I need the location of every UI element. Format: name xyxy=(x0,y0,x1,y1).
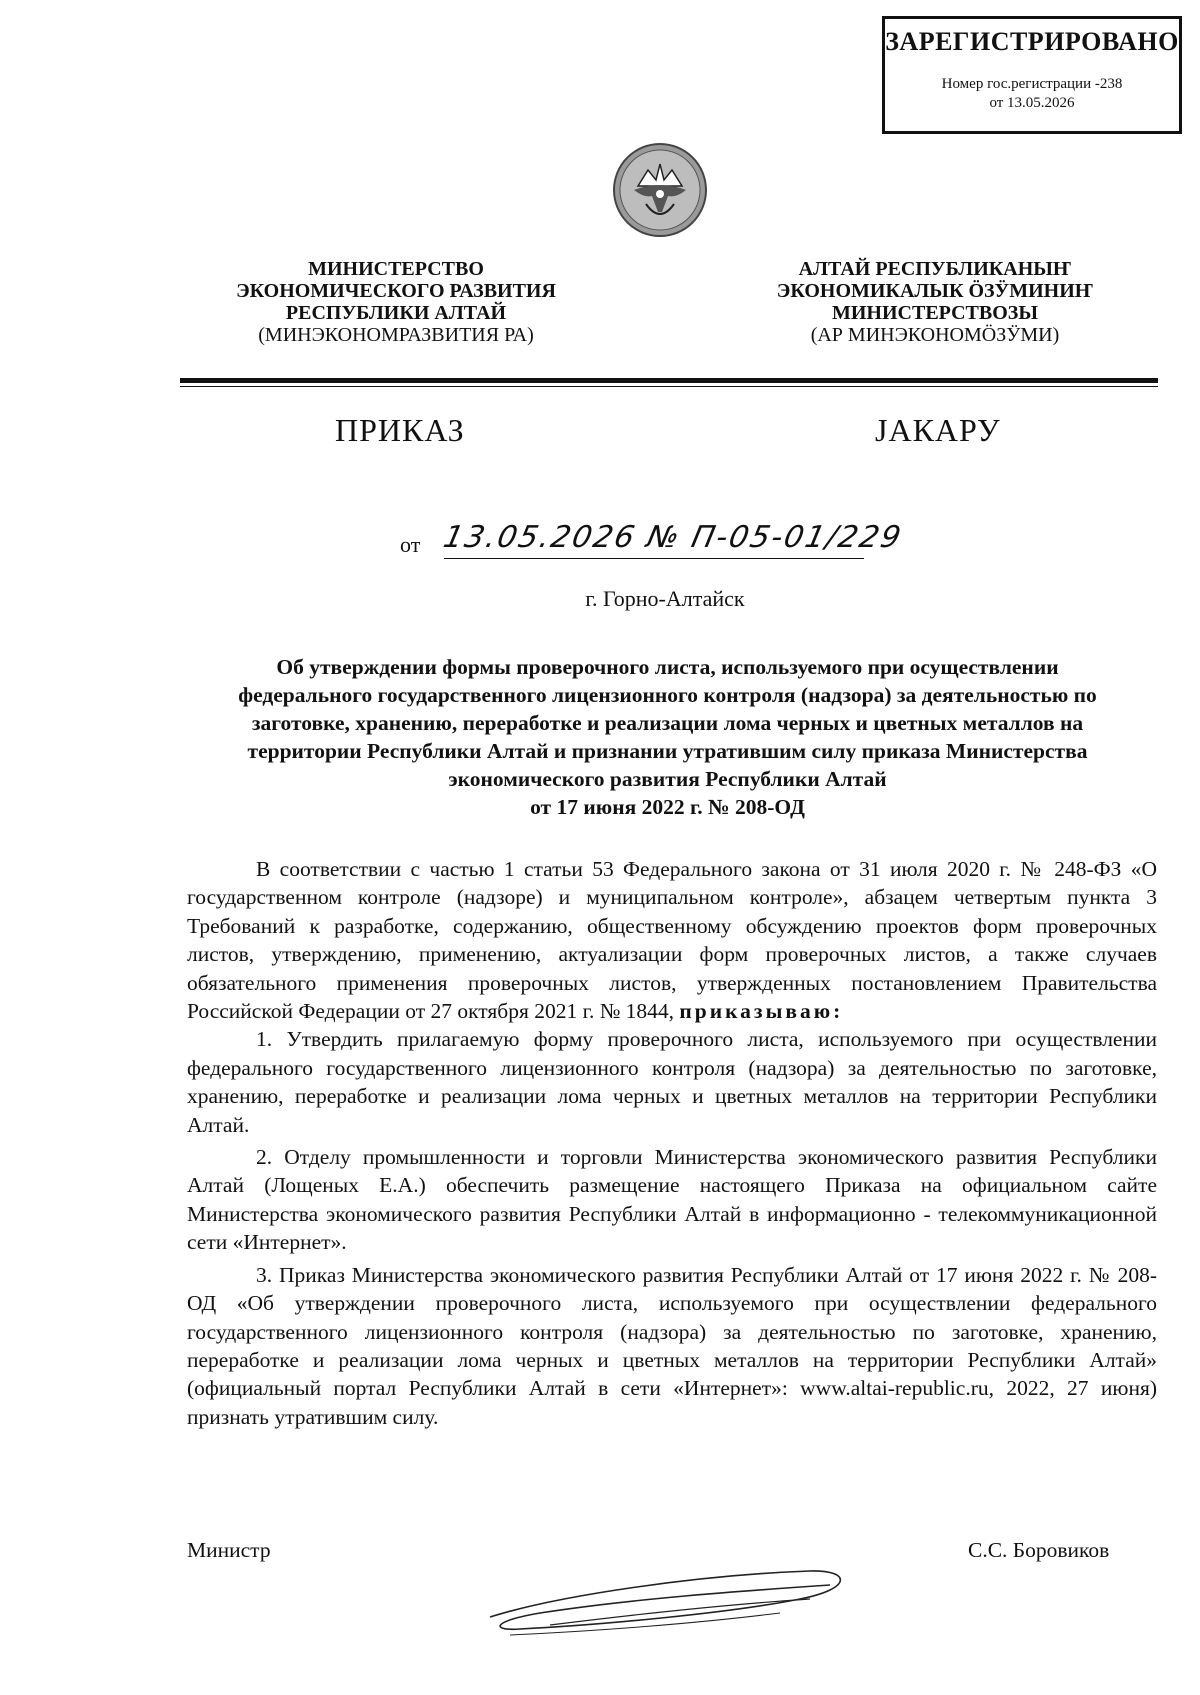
date-prefix: от xyxy=(400,532,421,557)
document-title xyxy=(205,653,1130,821)
title-line1: Об утверждении формы проверочного листа, используемого при осуществлении xyxy=(276,655,1059,679)
stamp-title: ЗАРЕГИСТРИРОВАНО xyxy=(885,27,1179,56)
title-line5: экономического развития Республики Алтай xyxy=(448,767,887,791)
order-word-emphasis: приказываю: xyxy=(679,999,844,1024)
title-line2: федерального государственного лицензионного контроля (надзора) за деятельностью по xyxy=(238,683,1097,707)
title-line4: территории Республики Алтай и признании утратившим силу приказа Министерства xyxy=(247,739,1088,763)
header-left-line4: (МИНЭКОНОМРАЗВИТИЯ РА) xyxy=(258,324,534,346)
header-right-line1: АЛТАЙ РЕСПУБЛИКАНЫҤ xyxy=(798,258,1072,280)
header-left-line2: ЭКОНОМИЧЕСКОГО РАЗВИТИЯ xyxy=(236,280,556,302)
item-1-paragraph: 1. Утвердить прилагаемую форму проверочного листа, используемого при осуществлении федерального государственного лицензионного контроля (надзора) за деятельностью по заготовке, хранению, переработке и реализации лома черных и цветных металлов на территории Республики Алтай. xyxy=(187,1027,1157,1137)
city: г. Горно-Алтайск xyxy=(585,586,745,611)
date-underline xyxy=(444,558,864,559)
header-divider-thick xyxy=(180,378,1158,383)
stamp-reg-date: от 13.05.2026 xyxy=(989,95,1075,111)
registration-stamp xyxy=(882,16,1182,134)
stamp-reg-number: Номер гос.регистрации -238 xyxy=(941,76,1123,92)
header-right-line4: (АР МИНЭКОНОМӦЗӰМИ) xyxy=(810,324,1060,346)
item-3-paragraph: 3. Приказ Министерства экономического развития Республики Алтай от 17 июня 2022 г. № 208-ОД «Об утверждении проверочного листа, используемого при осуществлении федерального государственного лицензионного контроля (надзора) за деятельностью по заготовке, хранению, переработке и реализации лома черных и цветных металлов на территории Республики Алтай» (официальный портал Республики Алтай в сети «Интернет»: www.altai-republic.ru, 2022, 27 июня) признать утратившим силу. xyxy=(187,1262,1157,1429)
header-right-line3: МИНИСТЕРСТВОЗЫ xyxy=(831,302,1038,324)
handwritten-date-number: 13.05.2026 № П-05-01/229 xyxy=(440,520,906,555)
signatory-position: Министр xyxy=(187,1538,271,1562)
preamble-paragraph xyxy=(187,855,1157,1025)
signatory-name: С.С. Боровиков xyxy=(968,1538,1110,1562)
ministry-header-russian xyxy=(196,258,596,346)
altai-republic-emblem-icon xyxy=(610,140,710,240)
handwritten-signature xyxy=(480,1555,860,1645)
order-word-altai: ЈАКАРУ xyxy=(875,412,1001,448)
preamble-text: В соответствии с частью 1 статьи 53 Федерального закона от 31 июля 2020 г. № 248-ФЗ «О государственном контроле (надзоре) и муниципальном контроле», абзацем четвертым пункта 3 Требований к разработке, содержанию, общественному обсуждению проектов форм проверочных листов, утверждению, применению, актуализации форм проверочных листов, а также случаев обязательного применения проверочных листов, утвержденных постановлением Правительства Российской Федерации от 27 октября 2021 г. № 1844, xyxy=(187,857,1157,1024)
title-line6: от 17 июня 2022 г. № 208-ОД xyxy=(530,795,805,819)
order-word-russian: ПРИКАЗ xyxy=(335,412,465,448)
header-left-line3: РЕСПУБЛИКИ АЛТАЙ xyxy=(285,302,507,324)
header-left-line1: МИНИСТЕРСТВО xyxy=(308,258,484,280)
item-2-paragraph: 2. Отделу промышленности и торговли Министерства экономического развития Республики Алтай (Лощеных Е.А.) обеспечить размещение настоящего Приказа на официальном сайте Министерства экономического развития Республики Алтай в информационно - телекоммуникационной сети «Интернет». xyxy=(187,1145,1157,1255)
title-line3: заготовке, хранению, переработке и реализации лома черных и цветных металлов на xyxy=(251,711,1084,735)
document-body xyxy=(187,855,1157,1431)
header-right-line2: ЭКОНОМИКАЛЫК ӦЗӰМИНИҤ xyxy=(776,280,1094,302)
header-divider-thin xyxy=(180,386,1158,387)
ministry-header-altai xyxy=(735,258,1135,346)
